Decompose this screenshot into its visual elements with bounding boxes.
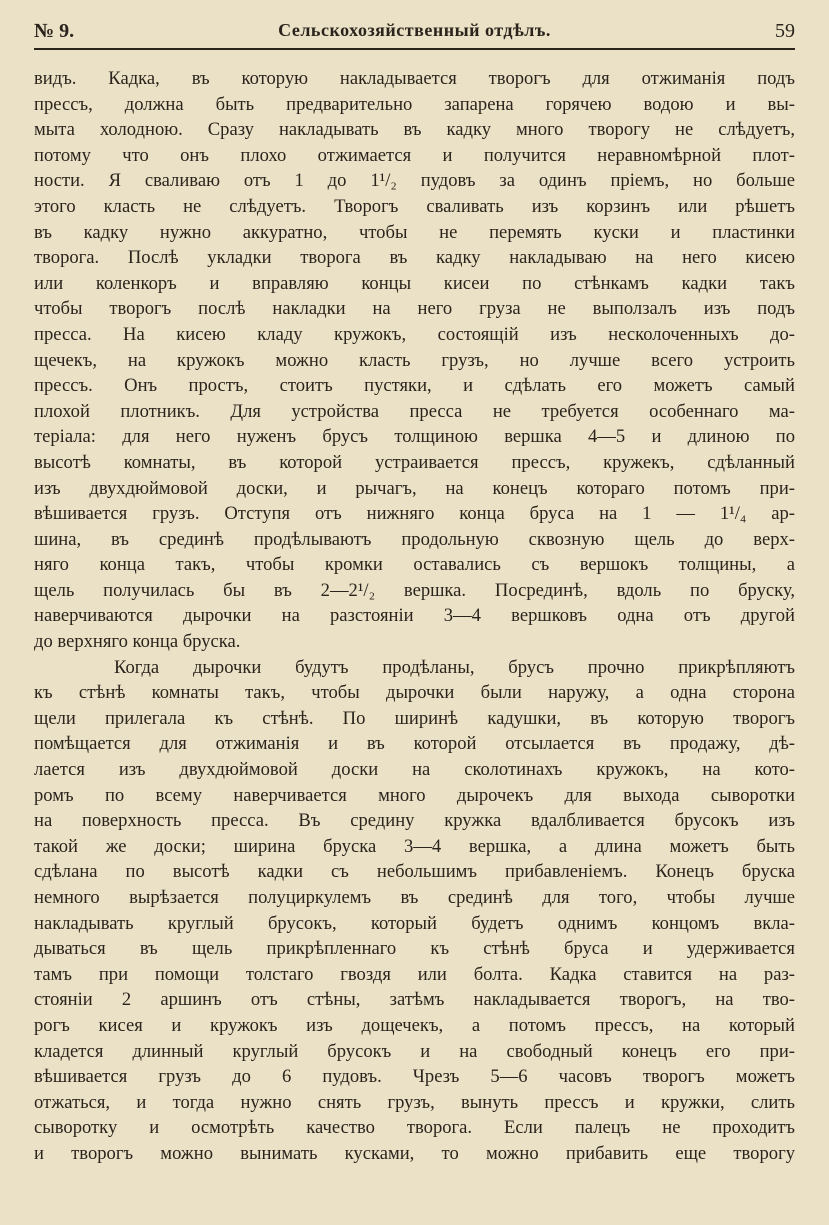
text-line: мыта холодною. Сразу накладывать въ кадку много творогу не слѣдуетъ, bbox=[34, 119, 795, 141]
text-line: или коленкоръ и вправляю концы кисеи по стѣнкамъ кадки такъ bbox=[34, 272, 795, 294]
text-line: ности. Я сваливаю отъ 1 до 1¹/₂ пудовъ за одинъ пріемъ, но больше bbox=[34, 170, 795, 192]
text-line: вѣшивается грузъ. Отступя отъ нижняго конца бруса на 1 — 1¹/₄ ар- bbox=[34, 503, 795, 525]
running-header bbox=[34, 20, 795, 46]
text-line: помѣщается для отжиманія и въ которой отсылается въ продажу, дѣ- bbox=[34, 733, 795, 755]
text-line: сдѣлана по высотѣ кадки съ небольшимъ прибавленіемъ. Конецъ бруска bbox=[34, 861, 795, 883]
text-line: чтобы творогъ послѣ накладки на него груза не выползалъ изъ подъ bbox=[34, 298, 795, 320]
text-line: видъ. Кадка, въ которую накладывается творогъ для отжиманія подъ bbox=[34, 68, 795, 89]
issue-number: № 9. bbox=[34, 20, 75, 42]
text-line: вѣшивается грузъ до 6 пудовъ. Чрезъ 5—6 часовъ творогъ можетъ bbox=[34, 1066, 795, 1088]
text-line: рогъ кисея и кружокъ изъ дощечекъ, а потомъ прессъ, на который bbox=[34, 1014, 795, 1036]
text-line: Когда дырочки будутъ продѣланы, брусъ прочно прикрѣпляютъ bbox=[114, 656, 795, 678]
text-line: потому что онъ плохо отжимается и получится неравномѣрной плот- bbox=[34, 144, 795, 166]
text-line: ромъ по всему наверчивается много дырочекъ для выхода сыворотки bbox=[34, 784, 795, 806]
text-line: плохой плотникъ. Для устройства пресса не требуется особеннаго ма- bbox=[34, 400, 795, 422]
body-text bbox=[34, 66, 795, 1167]
header-rule bbox=[34, 48, 795, 50]
text-line: творога. Послѣ укладки творога въ кадку накладываю на него кисею bbox=[34, 247, 795, 269]
text-line: до верхняго конца бруска. bbox=[34, 631, 241, 653]
text-line: изъ двухдюймовой доски, и рычагъ, на конецъ котораго потомъ при- bbox=[34, 477, 795, 499]
text-line: на поверхность пресса. Въ средину кружка вдалбливается брусокъ изъ bbox=[34, 810, 795, 832]
text-line: накладывать круглый брусокъ, который будетъ однимъ концомъ вкла- bbox=[34, 912, 795, 934]
text-line: щель получилась бы въ 2—2¹/₂ вершка. Посрединѣ, вдоль по бруску, bbox=[34, 579, 795, 601]
text-line: пресса. На кисею кладу кружокъ, состоящій изъ несколоченныхъ до- bbox=[34, 323, 795, 345]
text-line: къ стѣнѣ комнаты такъ, чтобы дырочки были наружу, а одна сторона bbox=[34, 682, 795, 704]
text-line: щели прилегала къ стѣнѣ. По ширинѣ кадушки, въ которую творогъ bbox=[34, 707, 795, 729]
text-line: и творогъ можно вынимать кусками, то можно прибавить еще творогу bbox=[34, 1142, 795, 1164]
text-line: въ кадку нужно аккуратно, чтобы не перемять куски и пластинки bbox=[34, 221, 795, 243]
text-line: няго конца такъ, чтобы кромки оставались съ вершокъ толщины, а bbox=[34, 554, 795, 576]
section-title: Сельскохозяйственный отдѣлъ. bbox=[278, 20, 551, 40]
text-line: кладется длинный круглый брусокъ и на свободный конецъ его при- bbox=[34, 1040, 795, 1062]
page-number: 59 bbox=[775, 20, 795, 42]
text-line: прессъ. Онъ простъ, стоитъ пустяки, и сдѣлать его можетъ самый bbox=[34, 375, 795, 397]
text-line: стояніи 2 аршинъ отъ стѣны, затѣмъ накладывается творогъ, на тво- bbox=[34, 989, 795, 1011]
text-line: лается изъ двухдюймовой доски на сколотинахъ кружокъ, на кото- bbox=[34, 759, 795, 781]
text-line: этого класть не слѣдуетъ. Творогъ сваливать изъ корзинъ или рѣшетъ bbox=[34, 195, 795, 217]
text-line: высотѣ комнаты, въ которой устраивается прессъ, кружекъ, сдѣланный bbox=[34, 451, 795, 473]
text-line: сыворотку и осмотрѣть качество творога. Если палецъ не проходитъ bbox=[34, 1117, 795, 1139]
text-line: тамъ при помощи толстаго гвоздя или болта. Кадка ставится на раз- bbox=[34, 963, 795, 985]
text-line: наверчиваются дырочки на разстояніи 3—4 вершковъ одна отъ другой bbox=[34, 605, 795, 627]
text-line: дываться въ щель прикрѣпленнаго къ стѣнѣ бруса и удерживается bbox=[34, 938, 795, 960]
text-line: прессъ, должна быть предварительно запарена горячею водою и вы- bbox=[34, 93, 795, 115]
text-line: теріала: для него нуженъ брусъ толщиною вершка 4—5 и длиною по bbox=[34, 426, 795, 448]
text-line: шина, въ срединѣ продѣлываютъ продольную сквозную щель до верх- bbox=[34, 528, 795, 550]
text-line: отжаться, и тогда нужно снять грузъ, вынуть прессъ и кружки, слить bbox=[34, 1091, 795, 1113]
text-line: такой же доски; ширина бруска 3—4 вершка, а длина можетъ быть bbox=[34, 835, 795, 857]
text-line: щечекъ, на кружокъ можно класть грузъ, но лучше всего устроить bbox=[34, 349, 795, 371]
text-line: немного вырѣзается полуциркулемъ въ срединѣ для того, чтобы лучше bbox=[34, 887, 795, 908]
